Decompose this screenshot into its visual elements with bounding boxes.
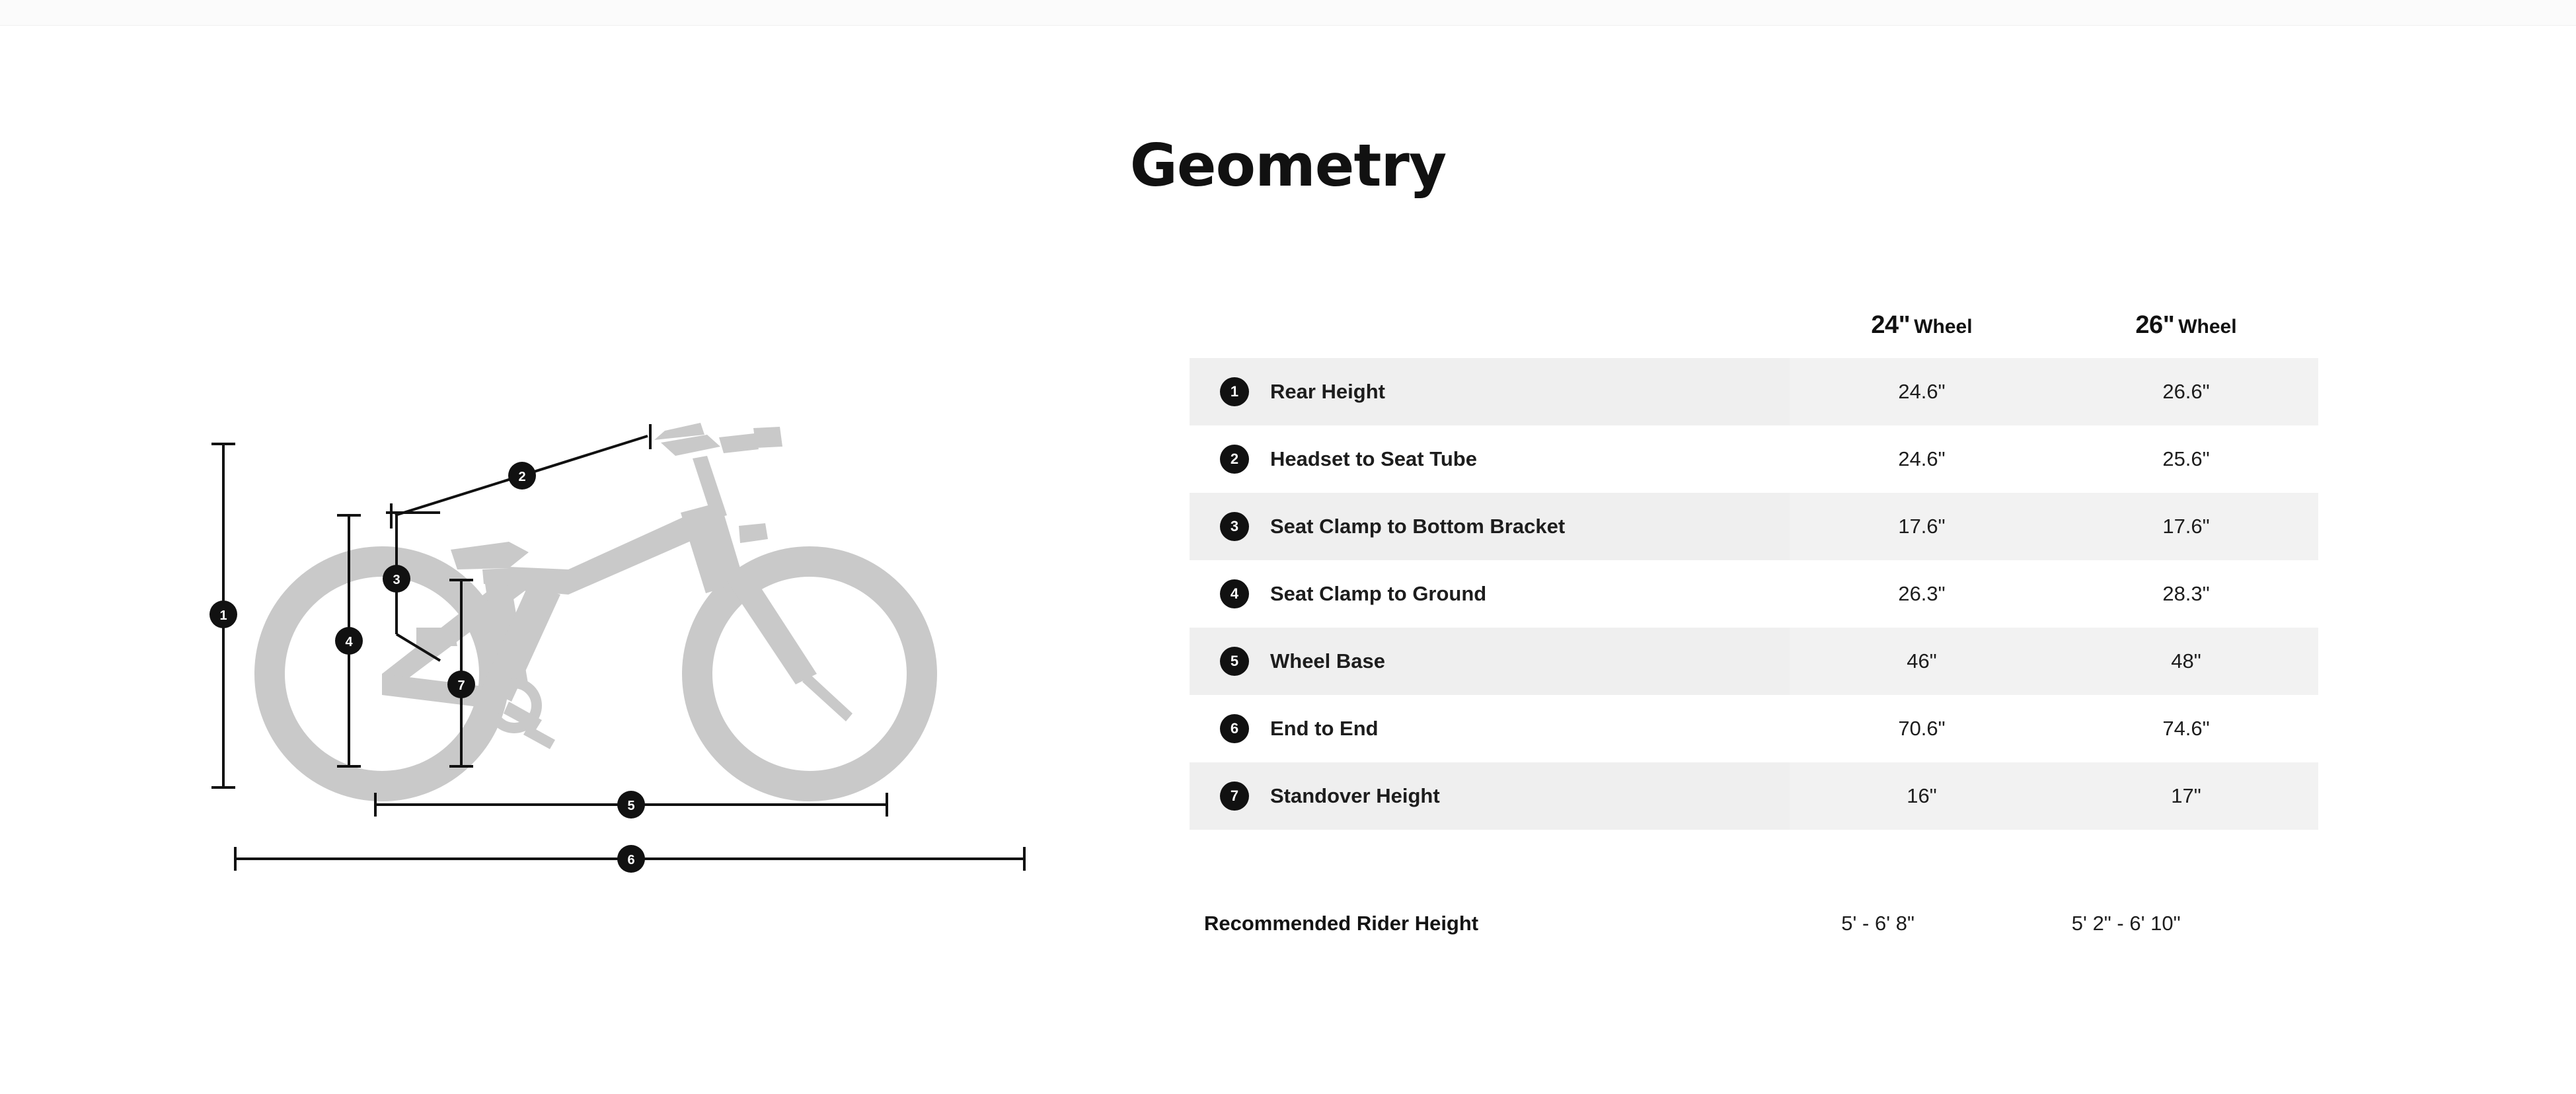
row-value-24: 17.6" <box>1790 493 2054 560</box>
row-label: Seat Clamp to Bottom Bracket <box>1261 493 1790 560</box>
table-row <box>1190 358 2318 425</box>
row-value-26: 26.6" <box>2054 358 2318 425</box>
marker-label-6: 6 <box>627 853 635 867</box>
bike-geometry-diagram <box>198 317 1090 991</box>
recommended-rider-height-26: 5' 2" - 6' 10" <box>2071 912 2181 935</box>
row-value-24: 26.3" <box>1790 560 2054 628</box>
column-header-24-wheel <box>1790 310 2054 358</box>
row-value-26: 28.3" <box>2054 560 2318 628</box>
marker-label-5: 5 <box>627 799 635 813</box>
table-row <box>1190 762 2318 830</box>
row-value-26: 25.6" <box>2054 425 2318 493</box>
recommended-rider-height-24: 5' - 6' 8" <box>1841 912 1915 935</box>
row-badge: 6 <box>1220 714 1249 743</box>
top-bar <box>0 0 2576 26</box>
bike-silhouette-shape <box>270 423 922 786</box>
row-badge: 4 <box>1220 579 1249 608</box>
row-badge: 1 <box>1220 377 1249 406</box>
marker-label-1: 1 <box>219 608 227 623</box>
column-header-badge <box>1190 310 1261 358</box>
row-label: End to End <box>1261 695 1790 762</box>
row-badge-cell <box>1190 493 1261 560</box>
row-label: Headset to Seat Tube <box>1261 425 1790 493</box>
row-label: Wheel Base <box>1261 628 1790 695</box>
column-header-label <box>1261 310 1790 358</box>
row-badge-cell <box>1190 695 1261 762</box>
row-value-24: 24.6" <box>1790 425 2054 493</box>
row-badge-cell <box>1190 628 1261 695</box>
recommended-rider-height-label: Recommended Rider Height <box>1204 912 1479 935</box>
row-label: Rear Height <box>1261 358 1790 425</box>
marker-label-2: 2 <box>518 470 526 484</box>
page-title: Geometry <box>1129 131 1447 200</box>
row-badge: 2 <box>1220 445 1249 474</box>
column-header-26-wheel <box>2054 310 2318 358</box>
row-value-26: 48" <box>2054 628 2318 695</box>
marker-label-4: 4 <box>345 635 353 649</box>
row-label: Seat Clamp to Ground <box>1261 560 1790 628</box>
column-header-26-number: 26" <box>2135 311 2175 339</box>
geometry-table-wrap <box>1190 310 2260 830</box>
marker-label-3: 3 <box>393 573 400 587</box>
row-badge-cell <box>1190 358 1261 425</box>
marker-label-7: 7 <box>457 678 465 693</box>
table-row <box>1190 425 2318 493</box>
row-value-24: 24.6" <box>1790 358 2054 425</box>
table-header-row <box>1190 310 2318 358</box>
table-body <box>1190 358 2318 830</box>
column-header-26-word: Wheel <box>2178 316 2237 338</box>
row-badge-cell <box>1190 425 1261 493</box>
column-header-24-word: Wheel <box>1914 316 1973 338</box>
table-row <box>1190 628 2318 695</box>
row-value-24: 70.6" <box>1790 695 2054 762</box>
row-badge: 5 <box>1220 647 1249 676</box>
table-row <box>1190 695 2318 762</box>
row-value-26: 17.6" <box>2054 493 2318 560</box>
table-row <box>1190 560 2318 628</box>
row-label: Standover Height <box>1261 762 1790 830</box>
row-value-26: 17" <box>2054 762 2318 830</box>
recommended-rider-height-row <box>1190 912 2250 935</box>
geometry-table <box>1190 310 2318 830</box>
row-badge: 3 <box>1220 512 1249 541</box>
row-badge-cell <box>1190 762 1261 830</box>
row-value-26: 74.6" <box>2054 695 2318 762</box>
row-value-24: 46" <box>1790 628 2054 695</box>
table-row <box>1190 493 2318 560</box>
column-header-24-number: 24" <box>1871 311 1911 339</box>
row-badge: 7 <box>1220 782 1249 811</box>
row-badge-cell <box>1190 560 1261 628</box>
row-value-24: 16" <box>1790 762 2054 830</box>
table-header <box>1190 310 2318 358</box>
